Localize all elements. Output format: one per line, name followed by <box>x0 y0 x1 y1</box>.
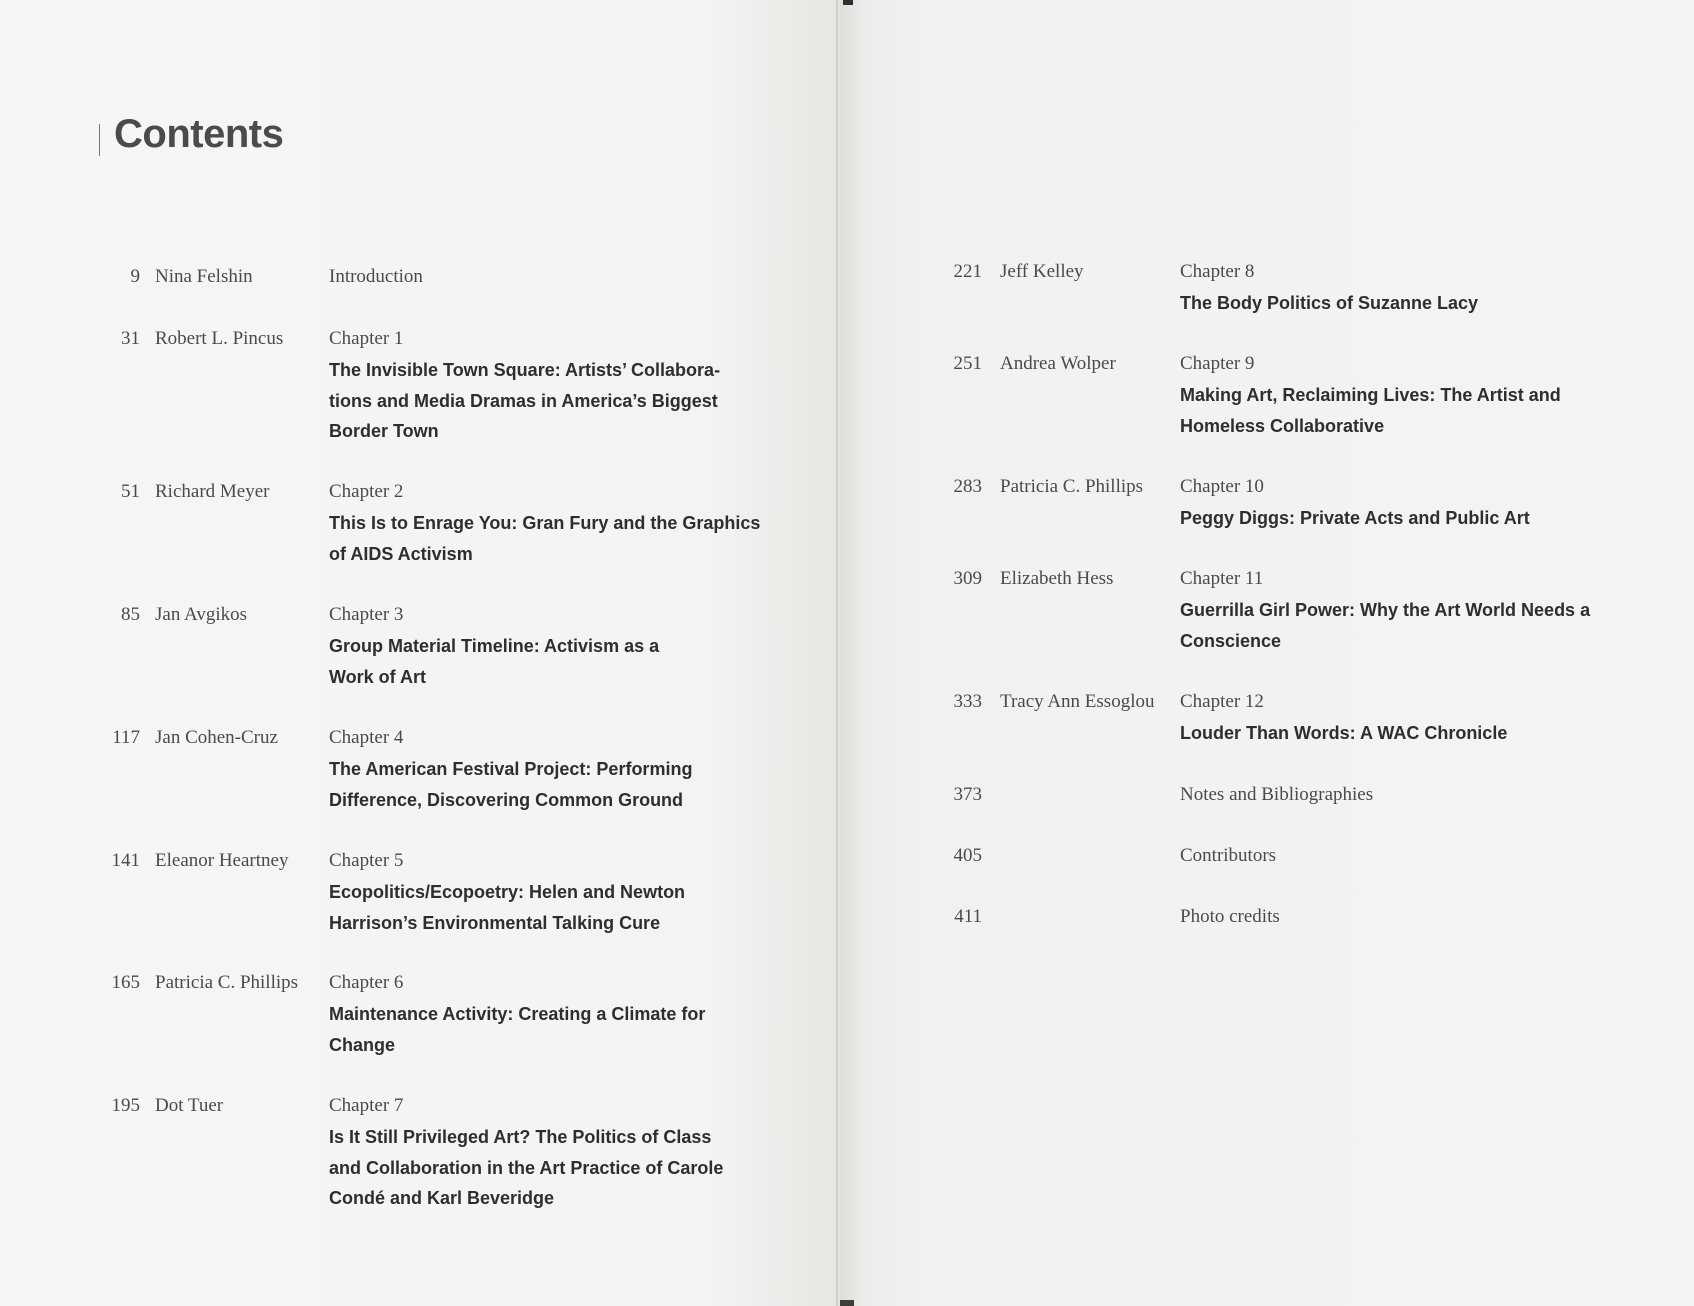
entry-title-line: The Invisible Town Square: Artists’ Collabora- <box>329 360 721 380</box>
book-gutter <box>836 0 840 1306</box>
entry-title-line: Making Art, Reclaiming Lives: The Artist and <box>1180 385 1561 405</box>
entry-title-line: The American Festival Project: Performing <box>329 759 693 779</box>
entry-title-line: Maintenance Activity: Creating a Climate for <box>329 1004 706 1024</box>
entry-author: Jan Avgikos <box>155 604 248 625</box>
entry-label: Chapter 9 <box>1180 353 1255 374</box>
entry-author: Tracy Ann Essoglou <box>1000 691 1155 712</box>
binding-mark-top <box>843 0 853 5</box>
entry-title-line: Conscience <box>1180 630 1282 651</box>
entry-page-number: 117 <box>112 727 140 748</box>
entry-title-line: Condé and Karl Beveridge <box>329 1188 555 1208</box>
entry-author: Dot Tuer <box>155 1095 224 1116</box>
entry-author: Eleanor Heartney <box>155 850 289 871</box>
entry-page-number: 333 <box>953 691 982 712</box>
entry-author: Andrea Wolper <box>1000 353 1116 374</box>
page-title: Contents <box>114 112 284 156</box>
entry-title-line: The Body Politics of Suzanne Lacy <box>1180 293 1479 313</box>
entry-title-line: Is It Still Privileged Art? The Politics of Class <box>329 1127 712 1147</box>
entry-author: Nina Felshin <box>155 266 253 287</box>
entry-author: Jeff Kelley <box>1000 261 1084 282</box>
entry-title-line: Border Town <box>329 421 439 441</box>
entry-title-line: Change <box>329 1034 396 1055</box>
entry-label: Chapter 7 <box>329 1095 404 1116</box>
entry-title-line: Work of Art <box>329 666 426 687</box>
entry-page-number: 251 <box>953 353 982 374</box>
entry-title-line: Peggy Diggs: Private Acts and Public Art <box>1180 508 1530 528</box>
entry-page-number: 85 <box>121 604 140 625</box>
entry-title-line: Homeless Collaborative <box>1180 415 1385 436</box>
entry-label: Chapter 8 <box>1180 261 1255 282</box>
entry-title-line: Harrison’s Environmental Talking Cure <box>329 912 661 933</box>
entry-page-number: 283 <box>953 476 982 497</box>
entry-page-number: 9 <box>130 266 140 287</box>
entry-author: Elizabeth Hess <box>1000 568 1114 589</box>
entry-author: Richard Meyer <box>155 481 270 502</box>
entry-title-line: Guerrilla Girl Power: Why the Art World Needs a <box>1180 600 1591 620</box>
entry-label: Photo credits <box>1180 906 1280 927</box>
entry-author: Robert L. Pincus <box>155 328 284 349</box>
entry-page-number: 309 <box>953 568 982 589</box>
entry-page-number: 31 <box>121 328 140 349</box>
entry-label: Chapter 6 <box>329 972 404 993</box>
entry-title-line: Group Material Timeline: Activism as a <box>329 636 660 656</box>
entry-label: Chapter 5 <box>329 850 404 871</box>
entry-author: Patricia C. Phillips <box>155 972 299 993</box>
entry-label: Chapter 10 <box>1180 476 1264 497</box>
entry-page-number: 221 <box>953 261 982 282</box>
entry-label: Introduction <box>329 266 423 287</box>
entry-title-line: Louder Than Words: A WAC Chronicle <box>1180 723 1508 743</box>
entry-page-number: 165 <box>111 972 140 993</box>
entry-author: Patricia C. Phillips <box>1000 476 1144 497</box>
binding-mark-bottom <box>840 1300 854 1306</box>
entry-page-number: 195 <box>111 1095 140 1116</box>
entry-page-number: 373 <box>953 784 982 805</box>
entry-label: Contributors <box>1180 845 1277 866</box>
heading-rule <box>99 124 100 156</box>
entry-page-number: 51 <box>121 481 140 502</box>
entry-label: Chapter 4 <box>329 727 404 748</box>
entry-label: Chapter 11 <box>1180 568 1264 589</box>
entry-title-line: Ecopolitics/Ecopoetry: Helen and Newton <box>329 882 686 902</box>
entry-label: Notes and Bibliographies <box>1180 784 1374 805</box>
entry-label: Chapter 2 <box>329 481 404 502</box>
entry-label: Chapter 1 <box>329 328 404 349</box>
entry-title-line: tions and Media Dramas in America’s Biggest <box>329 390 718 411</box>
entry-title-line: This Is to Enrage You: Gran Fury and the Graphics <box>329 513 761 533</box>
entry-page-number: 405 <box>953 845 982 866</box>
entry-title-line: of AIDS Activism <box>329 543 473 564</box>
entry-title-line: and Collaboration in the Art Practice of Carole <box>329 1157 724 1178</box>
entry-page-number: 411 <box>954 906 982 927</box>
entry-label: Chapter 3 <box>329 604 404 625</box>
entry-label: Chapter 12 <box>1180 691 1264 712</box>
entry-title-line: Difference, Discovering Common Ground <box>329 789 684 810</box>
entry-author: Jan Cohen-Cruz <box>155 727 278 748</box>
entry-page-number: 141 <box>111 850 140 871</box>
